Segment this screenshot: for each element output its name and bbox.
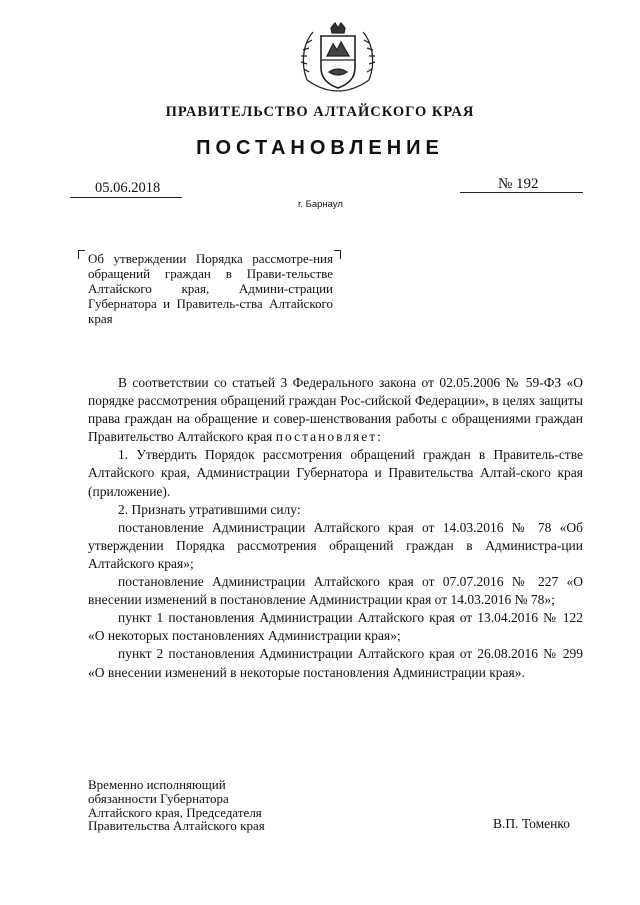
- position-line: обязанности Губернатора: [88, 790, 229, 806]
- position-line: Правительства Алтайского края: [88, 818, 265, 834]
- preamble-text: В соответствии со статьей 3 Федерального закона от 02.05.2006 № 59-ФЗ «О порядке рассмотрения обращений граждан Рос-сийской Федерации», в целях защиты права граждан на обращение и совер-шенствования работы с обращениями граждан Правительство Алтайского края: [88, 375, 583, 445]
- city-label: г. Барнаул: [298, 199, 343, 210]
- position-line: Алтайского края, Председателя: [88, 804, 262, 820]
- subject-bracket-left: [78, 250, 85, 259]
- item-2-a: постановление Администрации Алтайского края от 14.03.2016 № 78 «Об утверждении Порядка рассмотрения обращений граждан в Администра-ции Алтайского края»;: [88, 519, 583, 571]
- document-subject: Об утверждении Порядка рассмотре-ния обращений граждан в Прави-тельстве Алтайского края, Админи-страции Губернатора и Правитель-ства Алтайского края: [88, 251, 333, 326]
- item-1: 1. Утвердить Порядок рассмотрения обращений граждан в Правитель-стве Алтайского края, Администрации Губернатора и Правительства Алтай-ского края (приложение).: [88, 447, 583, 499]
- document-body: [88, 374, 583, 682]
- date-underline: [70, 197, 182, 198]
- signatory-position: [88, 778, 265, 833]
- document-number: № 192: [498, 176, 539, 192]
- number-underline: [460, 192, 583, 193]
- coat-of-arms-icon: [297, 20, 379, 102]
- item-2-c: пункт 1 постановления Администрации Алтайского края от 13.04.2016 № 122 «О некоторых постановлениях Администрации края»;: [88, 610, 583, 644]
- signatory-name: В.П. Томенко: [493, 816, 570, 831]
- item-2-d: пункт 2 постановления Администрации Алтайского края от 26.08.2016 № 299 «О внесении изменений в некоторые постановления Администрации края».: [88, 646, 583, 680]
- government-name: ПРАВИТЕЛЬСТВО АЛТАЙСКОГО КРАЯ: [165, 104, 475, 120]
- resolves-word: постановляет:: [275, 429, 383, 445]
- item-2: 2. Признать утратившими силу:: [118, 501, 301, 517]
- document-kind-title: ПОСТАНОВЛЕНИЕ: [196, 137, 444, 159]
- subject-bracket-right: [334, 250, 341, 259]
- item-2-b: постановление Администрации Алтайского края от 07.07.2016 № 227 «О внесении изменений в постановление Администрации края от 14.03.2016 № 78»;: [88, 574, 583, 608]
- document-date: 05.06.2018: [95, 180, 161, 196]
- position-line: Временно исполняющий: [88, 777, 226, 792]
- preamble-paragraph: [88, 374, 583, 446]
